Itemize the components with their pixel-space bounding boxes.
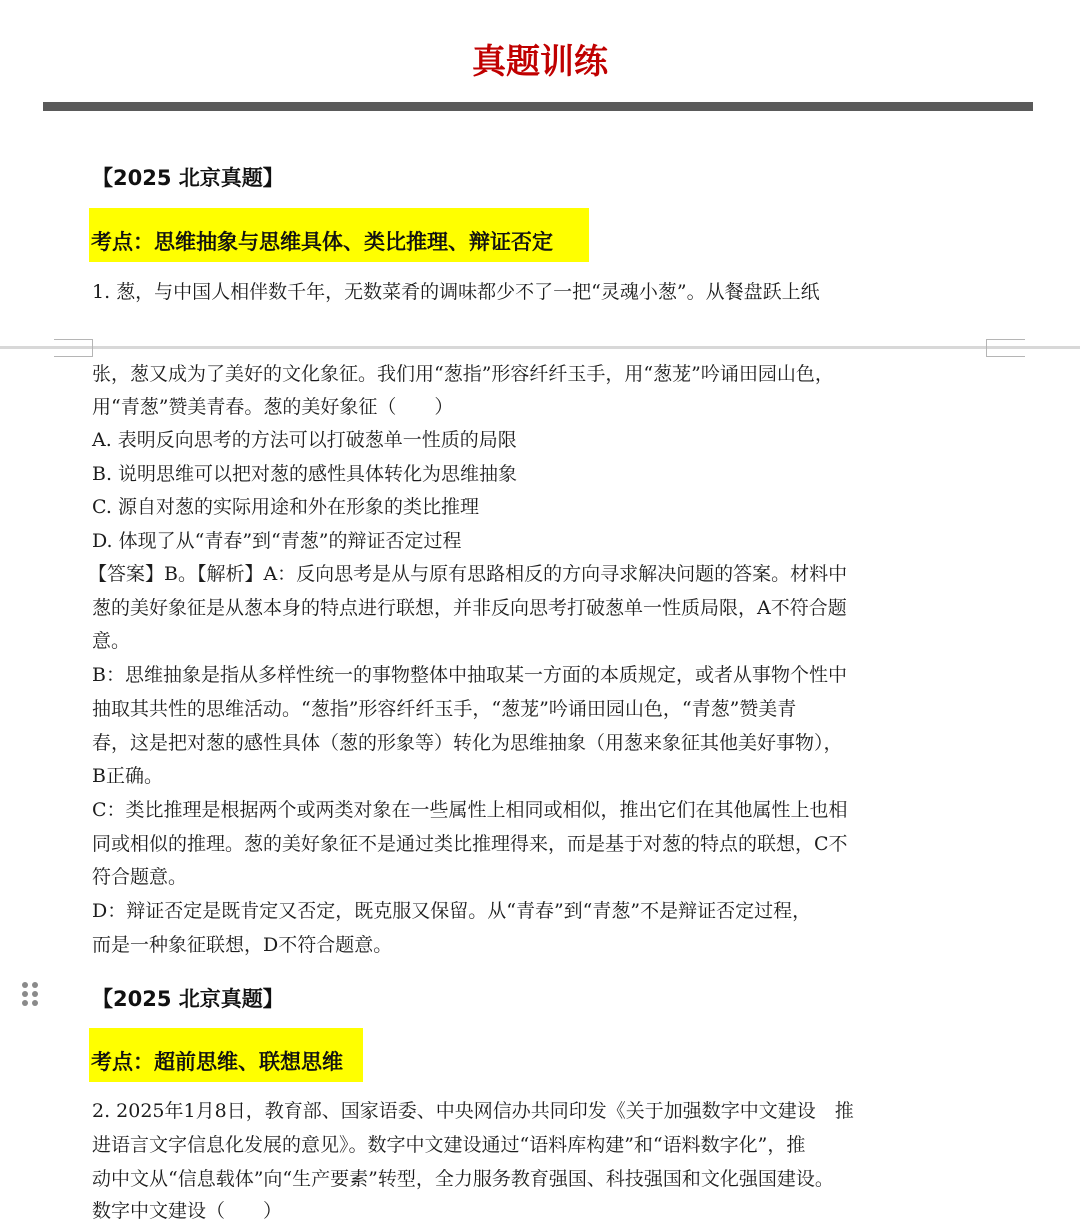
- answer-analysis-line: 【答案】B。【解析】A：反向思考是从与原有思路相反的方向寻求解决问题的答案。材料中: [88, 563, 848, 585]
- option-a: A. 表明反向思考的方法可以打破葱单一性质的局限: [92, 429, 517, 451]
- answer-analysis-line: D：辩证否定是既肯定又否定，既克服又保留。从“青春”到“青葱”不是辩证否定过程，: [92, 900, 812, 922]
- answer-analysis-line: 抽取其共性的思维活动。“葱指”形容纤纤玉手，“葱茏”吟诵田园山色，“青葱”赞美青: [92, 698, 797, 720]
- answer-analysis-line: 春，这是把对葱的感性具体（葱的形象等）转化为思维抽象（用葱来象征其他美好事物），: [92, 732, 843, 754]
- question-stem-line: 1. 葱，与中国人相伴数千年，无数菜肴的调味都少不了一把“灵魂小葱”。从餐盘跃上纸: [92, 281, 820, 303]
- page-corner-mark-right: [986, 339, 1025, 357]
- question-stem-line: 用“青葱”赞美青春。葱的美好象征（ ）: [92, 396, 454, 418]
- answer-analysis-line: B正确。: [92, 765, 163, 787]
- kaodian-highlight: 考点：思维抽象与思维具体、类比推理、辩证否定: [89, 208, 589, 262]
- document-title: 真题训练: [472, 42, 608, 82]
- answer-analysis-line: 符合题意。: [92, 866, 188, 888]
- question-stem-line: 张，葱又成为了美好的文化象征。我们用“葱指”形容纤纤玉手，用“葱茏”吟诵田园山色，: [92, 363, 834, 385]
- answer-analysis-line: 而是一种象征联想，D不符合题意。: [92, 934, 393, 956]
- option-b: B. 说明思维可以把对葱的感性具体转化为思维抽象: [92, 463, 518, 485]
- answer-analysis-line: 同或相似的推理。葱的美好象征不是通过类比推理得来，而是基于对葱的特点的联想，C不: [92, 833, 848, 855]
- answer-analysis-line: 葱的美好象征是从葱本身的特点进行联想，并非反向思考打破葱单一性质局限，A不符合题: [92, 597, 847, 619]
- option-c: C. 源自对葱的实际用途和外在形象的类比推理: [92, 496, 479, 518]
- drag-handle-icon[interactable]: [22, 982, 38, 1006]
- title-divider: [43, 102, 1033, 111]
- page-corner-mark-left: [54, 339, 93, 357]
- answer-analysis-line: B：思维抽象是指从多样性统一的事物整体中抽取某一方面的本质规定，或者从事物个性中: [92, 664, 847, 686]
- question-stem-line: 动中文从“信息载体”向“生产要素”转型，全力服务教育强国、科技强国和文化强国建设。: [92, 1168, 834, 1190]
- question-stem-line: 数字中文建设（ ）: [92, 1200, 283, 1222]
- page-break-divider: [0, 346, 1080, 349]
- answer-analysis-line: C：类比推理是根据两个或两类对象在一些属性上相同或相似，推出它们在其他属性上也相: [92, 799, 848, 821]
- kaodian-highlight: 考点：超前思维、联想思维: [89, 1028, 363, 1082]
- question-source-tag: 【2025 北京真题】: [92, 987, 284, 1011]
- option-d: D. 体现了从“青春”到“青葱”的辩证否定过程: [92, 530, 462, 552]
- question-source-tag: 【2025 北京真题】: [92, 166, 284, 190]
- question-stem-line: 进语言文字信息化发展的意见》。数字中文建设通过“语料库构建”和“语料数字化”，推: [92, 1134, 806, 1156]
- question-stem-line: 2. 2025年1月8日，教育部、国家语委、中央网信办共同印发《关于加强数字中文建设 推: [92, 1100, 854, 1122]
- answer-analysis-line: 意。: [92, 630, 131, 652]
